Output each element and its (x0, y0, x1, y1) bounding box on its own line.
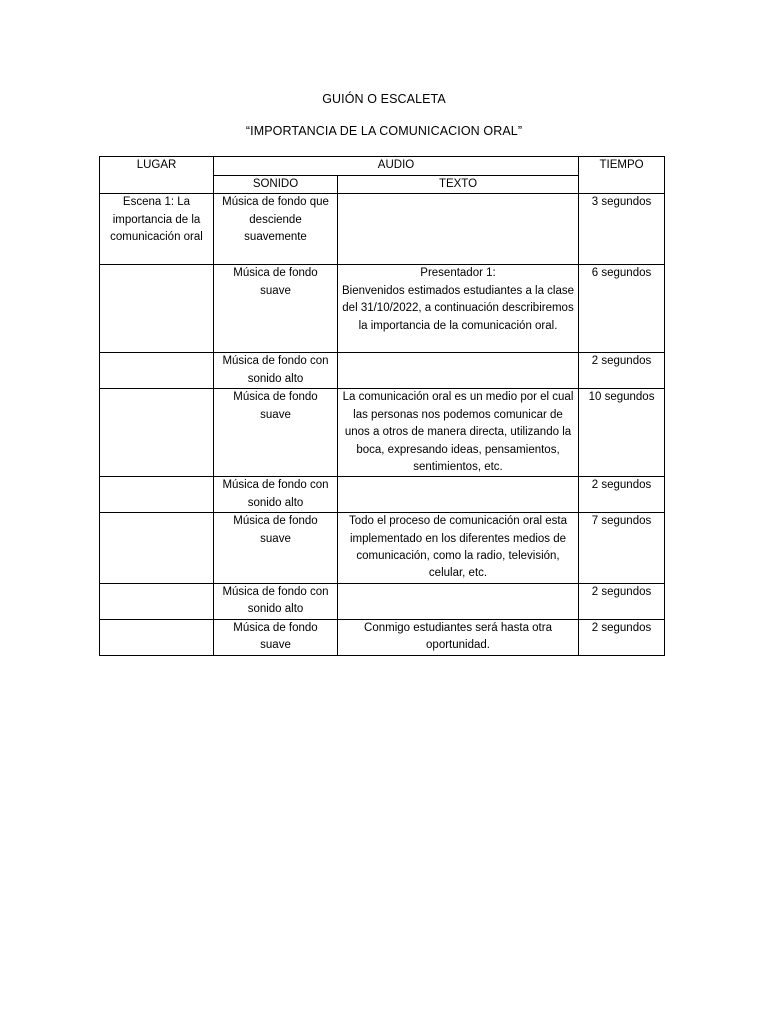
header-row (100, 157, 665, 176)
cell-sonido: Música de fondo que desciende suavemente (214, 194, 338, 265)
cell-lugar (100, 477, 214, 513)
header-sonido: SONIDO (214, 176, 338, 194)
table-row (100, 477, 665, 513)
cell-tiempo: 2 segundos (579, 353, 665, 389)
cell-lugar (100, 389, 214, 477)
cell-sonido: Música de fondo suave (214, 265, 338, 353)
cell-lugar (100, 353, 214, 389)
table-row (100, 353, 665, 389)
table-row (100, 583, 665, 619)
cell-lugar (100, 619, 214, 655)
cell-lugar: Escena 1: La importancia de la comunicación oral (100, 194, 214, 265)
presenter-text: Bienvenidos estimados estudiantes a la clase del 31/10/2022, a continuación describiremos la importancia de la comunicación oral. (341, 284, 575, 332)
document-subtitle: “IMPORTANCIA DE LA COMUNICACION ORAL” (245, 124, 523, 138)
cell-tiempo: 2 segundos (579, 619, 665, 655)
cell-texto: La comunicación oral es un medio por el cual las personas nos podemos comunicar de unos a otros de manera directa, utilizando la boca, expresando ideas, pensamientos, sentimientos, etc. (338, 389, 579, 477)
cell-sonido: Música de fondo con sonido alto (214, 353, 338, 389)
cell-texto: Conmigo estudiantes será hasta otra oportunidad. (338, 619, 579, 655)
table-row (100, 513, 665, 584)
script-table (99, 156, 665, 656)
cell-tiempo: 3 segundos (579, 194, 665, 265)
cell-tiempo: 10 segundos (579, 389, 665, 477)
cell-texto (338, 194, 579, 265)
document-title: GUIÓN O ESCALETA (322, 92, 446, 106)
table-row (100, 619, 665, 655)
cell-texto (338, 353, 579, 389)
cell-texto (338, 477, 579, 513)
cell-lugar (100, 513, 214, 584)
cell-tiempo: 2 segundos (579, 477, 665, 513)
header-audio: AUDIO (214, 157, 579, 176)
header-tiempo: TIEMPO (579, 157, 665, 194)
table-row (100, 265, 665, 353)
table-row (100, 194, 665, 265)
cell-tiempo: 2 segundos (579, 583, 665, 619)
cell-tiempo: 7 segundos (579, 513, 665, 584)
cell-sonido: Música de fondo suave (214, 513, 338, 584)
table-row (100, 389, 665, 477)
cell-sonido: Música de fondo suave (214, 389, 338, 477)
cell-texto (338, 583, 579, 619)
presenter-label: Presentador 1: (420, 267, 496, 280)
cell-lugar (100, 583, 214, 619)
header-lugar: LUGAR (100, 157, 214, 194)
cell-texto: Todo el proceso de comunicación oral esta implementado en los diferentes medios de comunicación, como la radio, televisión, celular, etc. (338, 513, 579, 584)
cell-texto (338, 265, 579, 353)
header-texto: TEXTO (338, 176, 579, 194)
cell-lugar (100, 265, 214, 353)
cell-sonido: Música de fondo con sonido alto (214, 477, 338, 513)
cell-tiempo: 6 segundos (579, 265, 665, 353)
cell-sonido: Música de fondo con sonido alto (214, 583, 338, 619)
cell-sonido: Música de fondo suave (214, 619, 338, 655)
